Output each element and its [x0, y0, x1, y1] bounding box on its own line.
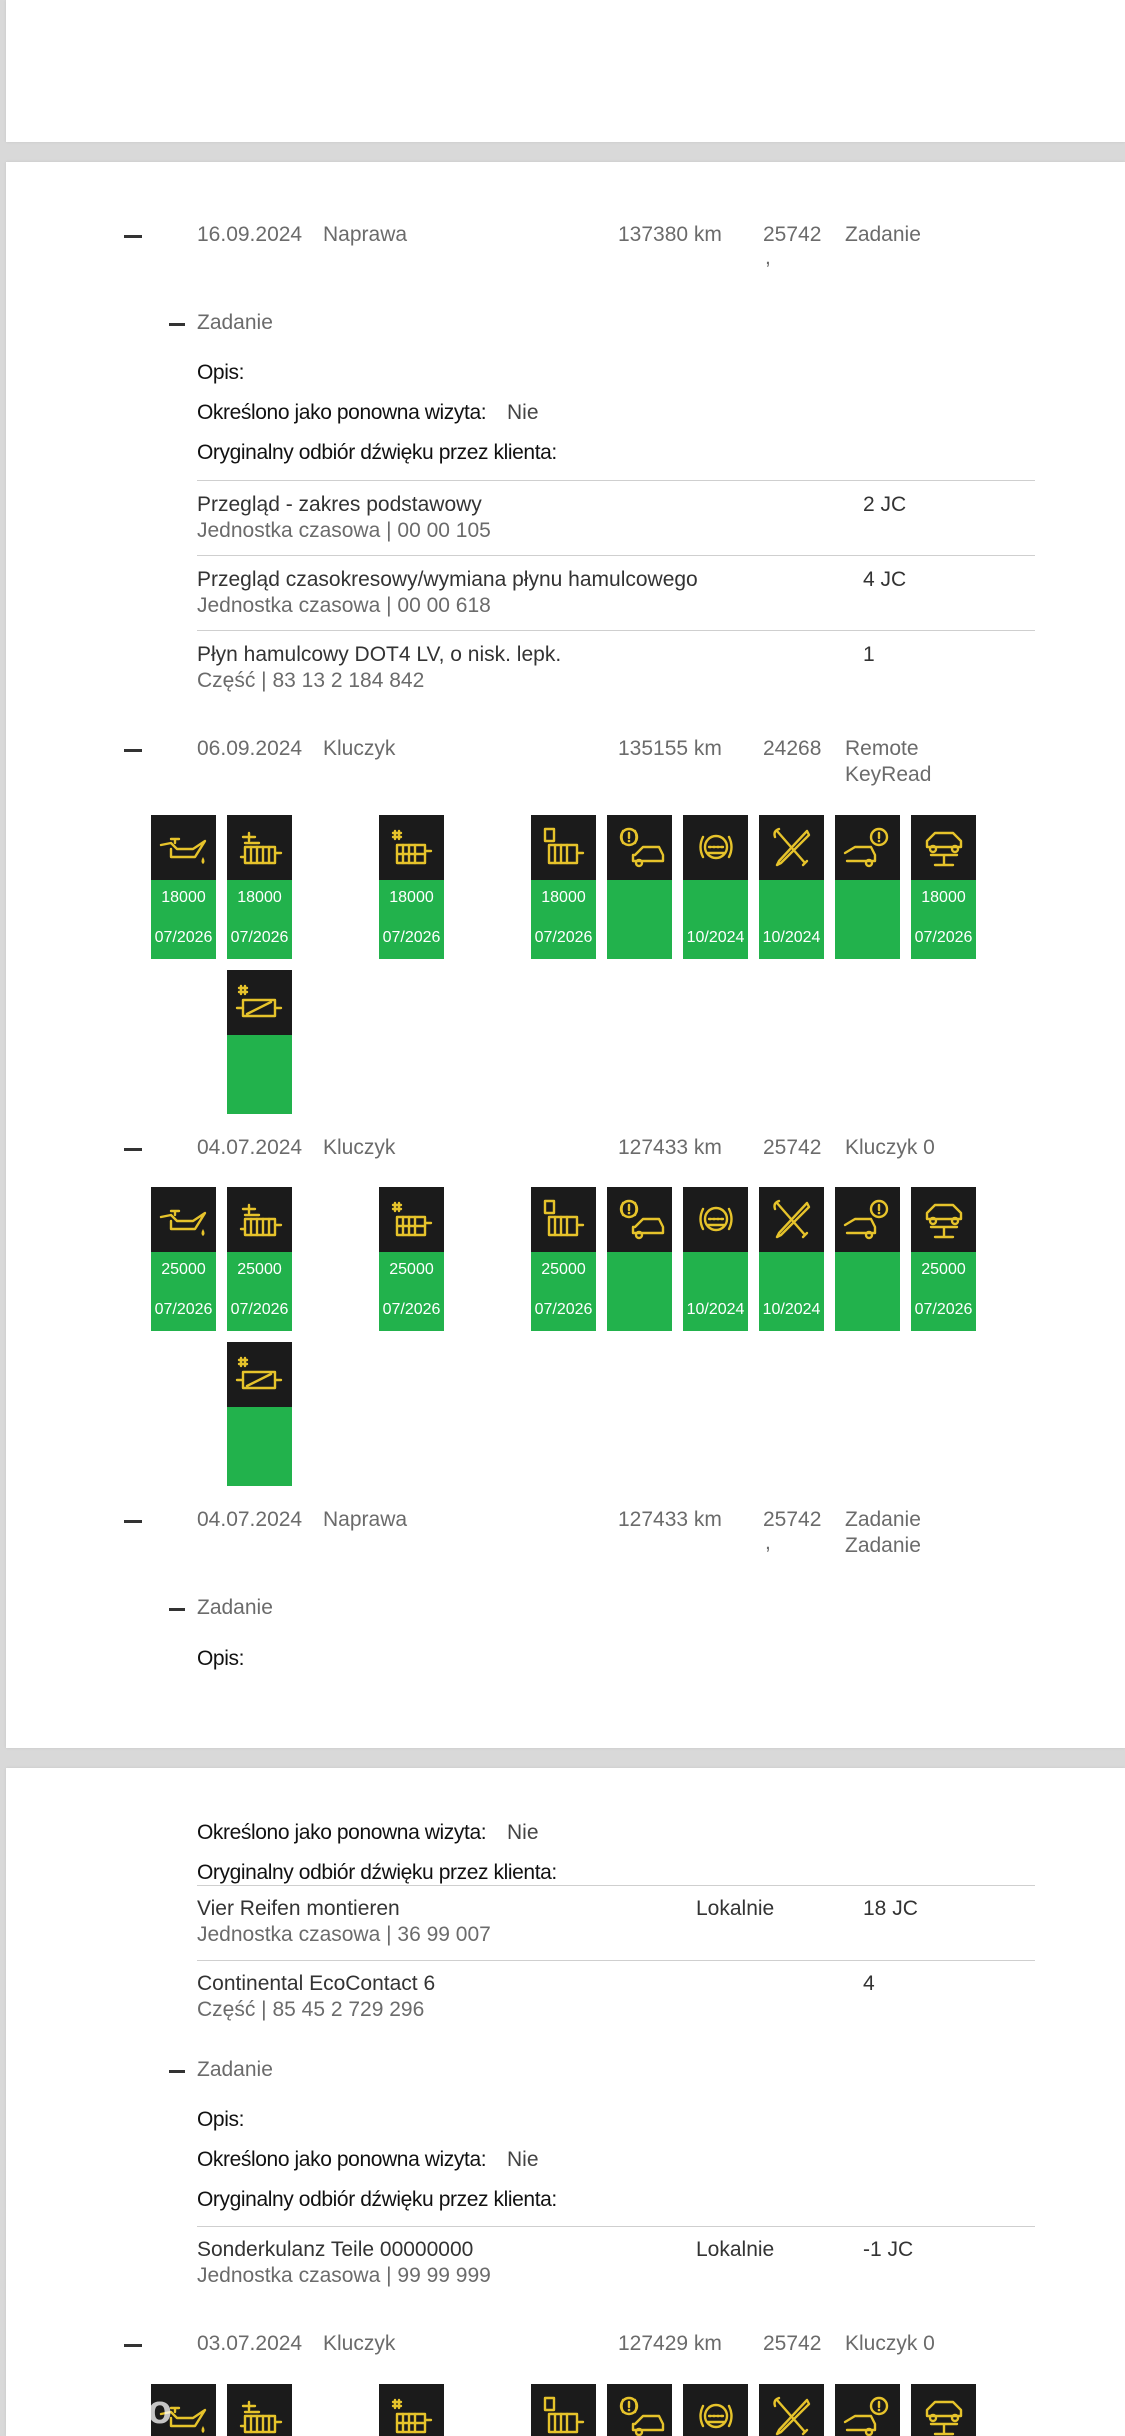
entry-description: Zadanie — [845, 223, 921, 246]
item-qty: 18 JC — [863, 1897, 918, 1920]
service-status-fill — [531, 1252, 596, 1331]
service-status-fill — [683, 880, 748, 959]
service-status-fill — [379, 880, 444, 959]
customer-sound-label: Oryginalny odbiór dźwięku przez klienta: — [197, 441, 557, 464]
service-due-date: 07/2026 — [154, 1301, 213, 1318]
service-tile — [911, 1187, 976, 1331]
front-brake-pad-icon — [227, 2384, 292, 2436]
vehicle-check-icon — [759, 815, 824, 880]
revisit-label: Określono jako ponowna wizyta: — [197, 401, 487, 424]
task-title[interactable]: Zadanie — [197, 1596, 273, 1619]
service-due-date: 07/2026 — [230, 929, 289, 946]
entry-mileage: 127429 km — [618, 2332, 722, 2355]
fuel-filter-icon — [531, 1187, 596, 1252]
page-sheet-main — [6, 162, 1125, 1748]
entry-description: Kluczyk 0 — [845, 1136, 935, 1159]
revisit-label: Określono jako ponowna wizyta: — [197, 1821, 487, 1844]
spark-plug-icon — [227, 970, 292, 1035]
service-tile — [683, 2384, 748, 2436]
entry-code: 25742 — [763, 2332, 822, 2355]
revisit-label: Określono jako ponowna wizyta: — [197, 2148, 487, 2171]
service-due-date: 07/2026 — [230, 1301, 289, 1318]
customer-sound-label: Oryginalny odbiór dźwięku przez klienta: — [197, 1861, 557, 1884]
description-label: Opis: — [197, 1647, 245, 1670]
service-tile — [227, 1342, 292, 1486]
service-mileage: 25000 — [237, 1261, 282, 1278]
front-brake-pad-icon — [227, 815, 292, 880]
service-tile — [759, 815, 824, 959]
service-due-date: 07/2026 — [914, 929, 973, 946]
service-due-date: 07/2026 — [534, 1301, 593, 1318]
entry-mileage: 127433 km — [618, 1508, 722, 1531]
entry-code-sub: , — [765, 1531, 771, 1554]
entry-type: Kluczyk — [323, 737, 396, 760]
service-status-fill — [835, 880, 900, 959]
page-sheet-top — [6, 0, 1125, 142]
divider — [197, 480, 1035, 481]
item-sub: Jednostka czasowa | 00 00 105 — [197, 519, 491, 542]
service-status-fill — [531, 880, 596, 959]
collapse-icon[interactable] — [124, 235, 142, 238]
item-sub: Część | 85 45 2 729 296 — [197, 1998, 425, 2021]
service-tile — [379, 1187, 444, 1331]
divider — [197, 630, 1035, 631]
item-name: Vier Reifen montieren — [197, 1897, 400, 1920]
entry-code: 25742 — [763, 1508, 822, 1531]
service-status-fill — [759, 1252, 824, 1331]
service-tile — [607, 1187, 672, 1331]
collapse-icon[interactable] — [169, 1608, 185, 1611]
vehicle-check-icon — [759, 1187, 824, 1252]
entry-type: Naprawa — [323, 223, 408, 246]
collapse-icon[interactable] — [124, 749, 142, 752]
service-tile — [607, 2384, 672, 2436]
entry-mileage: 127433 km — [618, 1136, 722, 1159]
service-tile — [911, 815, 976, 959]
brake-disc-icon — [683, 815, 748, 880]
engine-oil-icon — [151, 1187, 216, 1252]
service-mileage: 18000 — [161, 889, 206, 906]
entry-date: 16.09.2024 — [197, 223, 303, 246]
item-name: Sonderkulanz Teile 00000000 — [197, 2238, 474, 2261]
lift-inspection-icon — [911, 815, 976, 880]
service-tile — [607, 815, 672, 959]
item-sub: Jednostka czasowa | 99 99 999 — [197, 2264, 491, 2287]
revisit-value: Nie — [507, 401, 539, 424]
microfilter-icon — [379, 815, 444, 880]
service-due-date: 10/2024 — [762, 1301, 821, 1318]
item-qty: 4 — [863, 1972, 875, 1995]
service-tile — [531, 1187, 596, 1331]
service-status-fill — [607, 1252, 672, 1331]
service-tile — [835, 2384, 900, 2436]
service-status-fill — [151, 880, 216, 959]
service-mileage: 25000 — [161, 1261, 206, 1278]
service-status-fill — [607, 880, 672, 959]
spark-plug-icon — [227, 1342, 292, 1407]
service-due-date: 10/2024 — [762, 929, 821, 946]
service-status-fill — [911, 880, 976, 959]
item-name: Przegląd - zakres podstawowy — [197, 493, 482, 516]
service-tile — [227, 1187, 292, 1331]
service-mileage: 18000 — [541, 889, 586, 906]
service-tile — [835, 1187, 900, 1331]
service-tile — [759, 1187, 824, 1331]
service-tile — [227, 2384, 292, 2436]
service-tile — [531, 2384, 596, 2436]
microfilter-icon — [379, 1187, 444, 1252]
entry-type: Kluczyk — [323, 2332, 396, 2355]
service-tile — [759, 2384, 824, 2436]
service-tile — [835, 815, 900, 959]
divider — [197, 1960, 1035, 1961]
entry-description: Remote — [845, 737, 919, 760]
entry-date: 03.07.2024 — [197, 2332, 303, 2355]
item-qty: -1 JC — [863, 2238, 914, 2261]
service-due-date: 07/2026 — [382, 1301, 441, 1318]
divider — [197, 2226, 1035, 2227]
rear-brake-icon — [835, 1187, 900, 1252]
engine-oil-icon — [151, 815, 216, 880]
item-sub: Jednostka czasowa | 00 00 618 — [197, 594, 491, 617]
service-tile — [151, 815, 216, 959]
service-due-date: 07/2026 — [534, 929, 593, 946]
service-mileage: 18000 — [389, 889, 434, 906]
service-due-date: 10/2024 — [686, 1301, 745, 1318]
item-qty: 2 JC — [863, 493, 907, 516]
entry-type: Naprawa — [323, 1508, 408, 1531]
item-name: Przegląd czasokresowy/wymiana płynu hamulcowego — [197, 568, 698, 591]
front-brake-pad-icon — [227, 1187, 292, 1252]
vehicle-check-icon — [759, 2384, 824, 2436]
rear-brake-icon — [835, 2384, 900, 2436]
entry-description-2: Zadanie — [845, 1534, 921, 1557]
service-mileage: 18000 — [237, 889, 282, 906]
microfilter-icon — [379, 2384, 444, 2436]
item-location: Lokalnie — [696, 2238, 775, 2261]
service-status-fill — [379, 1252, 444, 1331]
service-status-fill — [227, 880, 292, 959]
service-status-fill — [151, 1252, 216, 1331]
entry-description: Kluczyk 0 — [845, 2332, 935, 2355]
service-mileage: 25000 — [921, 1261, 966, 1278]
rear-brake-icon — [835, 815, 900, 880]
service-tile — [379, 2384, 444, 2436]
item-name: Płyn hamulcowy DOT4 LV, o nisk. lepk. — [197, 643, 562, 666]
service-tile — [227, 815, 292, 959]
entry-description: Zadanie — [845, 1508, 921, 1531]
service-tile — [379, 815, 444, 959]
item-qty: 1 — [863, 643, 875, 666]
service-status-fill — [759, 880, 824, 959]
fuel-filter-icon — [531, 815, 596, 880]
collapse-icon[interactable] — [124, 2344, 142, 2347]
revisit-value: Nie — [507, 1821, 539, 1844]
item-qty: 4 JC — [863, 568, 907, 591]
service-status-fill — [835, 1252, 900, 1331]
entry-code: 25742 — [763, 1136, 822, 1159]
divider — [197, 1885, 1035, 1886]
service-tile — [227, 970, 292, 1114]
service-status-fill — [683, 1252, 748, 1331]
service-tile — [151, 1187, 216, 1331]
brake-fluid-icon — [607, 1187, 672, 1252]
collapse-icon[interactable] — [124, 1148, 142, 1151]
service-status-fill — [227, 1035, 292, 1114]
entry-description-2: KeyRead — [845, 763, 932, 786]
page-sheet-continued — [6, 1768, 1125, 2436]
task-title[interactable]: Zadanie — [197, 2058, 273, 2081]
service-tile — [683, 1187, 748, 1331]
entry-code: 24268 — [763, 737, 822, 760]
service-mileage: 25000 — [389, 1261, 434, 1278]
collapse-icon[interactable] — [124, 1520, 142, 1523]
service-due-date: 10/2024 — [686, 929, 745, 946]
entry-date: 04.07.2024 — [197, 1136, 303, 1159]
item-sub: Jednostka czasowa | 36 99 007 — [197, 1923, 491, 1946]
entry-date: 06.09.2024 — [197, 737, 303, 760]
lift-inspection-icon — [911, 2384, 976, 2436]
customer-sound-label: Oryginalny odbiór dźwięku przez klienta: — [197, 2188, 557, 2211]
service-tile — [683, 815, 748, 959]
service-due-date: 07/2026 — [382, 929, 441, 946]
entry-code: 25742 — [763, 223, 822, 246]
item-name: Continental EcoContact 6 — [197, 1972, 436, 1995]
brake-fluid-icon — [607, 815, 672, 880]
entry-mileage: 137380 km — [618, 223, 722, 246]
collapse-icon[interactable] — [169, 2070, 185, 2073]
service-mileage: 25000 — [541, 1261, 586, 1278]
service-due-date: 07/2026 — [154, 929, 213, 946]
lift-inspection-icon — [911, 1187, 976, 1252]
entry-code-sub: , — [765, 246, 771, 269]
entry-date: 04.07.2024 — [197, 1508, 303, 1531]
brake-fluid-icon — [607, 2384, 672, 2436]
entry-mileage: 135155 km — [618, 737, 722, 760]
revisit-value: Nie — [507, 2148, 539, 2171]
task-title[interactable]: Zadanie — [197, 311, 273, 334]
service-status-fill — [227, 1252, 292, 1331]
divider — [197, 555, 1035, 556]
service-mileage: 18000 — [921, 889, 966, 906]
service-tile — [911, 2384, 976, 2436]
service-status-fill — [227, 1407, 292, 1486]
brake-disc-icon — [683, 2384, 748, 2436]
item-sub: Część | 83 13 2 184 842 — [197, 669, 425, 692]
description-label: Opis: — [197, 361, 245, 384]
entry-type: Kluczyk — [323, 1136, 396, 1159]
service-due-date: 07/2026 — [914, 1301, 973, 1318]
watermark-logo: otomoto — [6, 2388, 173, 2432]
brake-disc-icon — [683, 1187, 748, 1252]
service-tile — [531, 815, 596, 959]
item-location: Lokalnie — [696, 1897, 775, 1920]
service-status-fill — [911, 1252, 976, 1331]
description-label: Opis: — [197, 2108, 245, 2131]
collapse-icon[interactable] — [169, 323, 185, 326]
fuel-filter-icon — [531, 2384, 596, 2436]
